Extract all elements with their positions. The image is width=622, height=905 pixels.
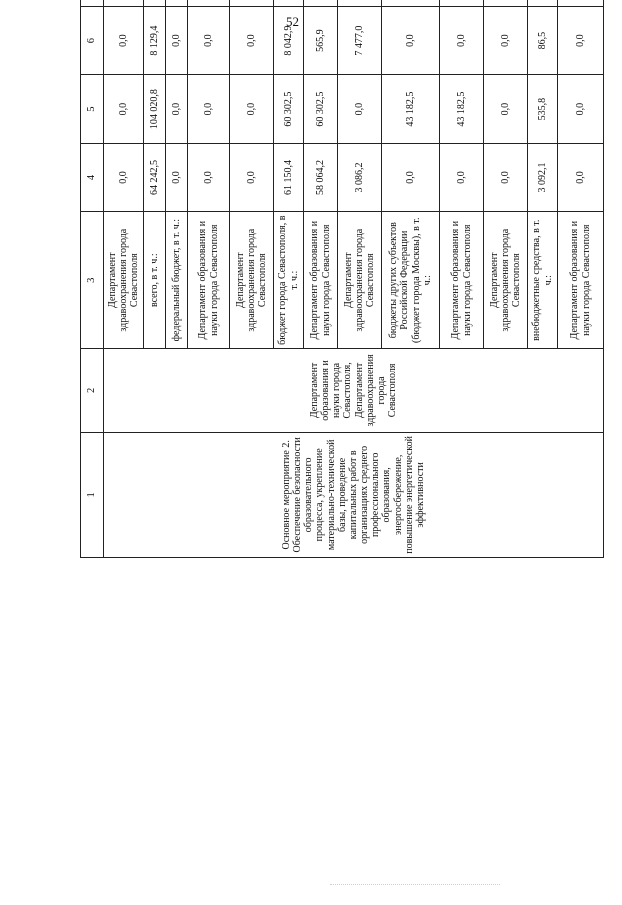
value-cell: 0,0 [338, 75, 382, 143]
funding-source-cell: Департамент здравоохранения города Севастополя [338, 212, 382, 349]
value-cell: 0,0 [230, 143, 274, 211]
value-cell: 0,0 [558, 143, 604, 211]
value-cell: 0,0 [166, 6, 188, 74]
funding-source-cell: федеральный бюджет, в т. ч.: [166, 212, 188, 349]
value-cell: 43 182,5 [382, 75, 440, 143]
value-cell: 61 150,4 [274, 143, 304, 211]
value-cell: 0,0 [440, 6, 484, 74]
value-cell [382, 0, 440, 6]
value-cell [230, 0, 274, 6]
funding-source-cell: Департамент образования и науки города Севастополя [188, 212, 230, 349]
header-cell-3: 3 [81, 212, 104, 349]
value-cell: 86,5 [528, 6, 558, 74]
value-cell: 0,0 [484, 75, 528, 143]
value-cell: 0,0 [440, 143, 484, 211]
value-cell [144, 0, 166, 6]
page-number: 52 [286, 14, 299, 29]
header-cell-5: 5 [81, 75, 104, 143]
value-cell [188, 0, 230, 6]
value-cell [166, 0, 188, 6]
value-cell: 64 242,5 [144, 143, 166, 211]
value-cell: 3 092,1 [528, 143, 558, 211]
value-cell: 0,0 [188, 143, 230, 211]
value-cell: 0,0 [230, 6, 274, 74]
value-cell: 0,0 [188, 6, 230, 74]
value-cell: 104 020,8 [144, 75, 166, 143]
funding-source-cell: Департамент образования и науки города Севастополя [304, 212, 338, 349]
value-cell: 0,0 [104, 6, 144, 74]
header-cell-6: 6 [81, 6, 104, 74]
value-cell: 7 477,0 [338, 6, 382, 74]
value-cell: 60 302,5 [274, 75, 304, 143]
header-cell-2: 2 [81, 349, 104, 433]
value-cell [304, 0, 338, 6]
funding-source-cell: бюджет города Севастополя, в т. ч.: [274, 212, 304, 349]
value-cell [528, 0, 558, 6]
funding-source-cell: Департамент здравоохранения города Севастополя [484, 212, 528, 349]
rotated-table-frame [80, 25, 596, 868]
value-cell: 0,0 [104, 75, 144, 143]
value-cell [338, 0, 382, 6]
activity-cell: Основное мероприятие 2. Обеспечение безопасности образовательного процесса, укрепление материально-технической базы, проведение капитальных работ в организациях среднего профессионального образования, энергосбережение, повышение энергетической эффективности [104, 432, 604, 557]
scan-artifact [330, 884, 500, 886]
value-cell: 8 042,9 [274, 6, 304, 74]
value-cell [274, 0, 304, 6]
value-cell: 0,0 [558, 6, 604, 74]
header-row [81, 0, 104, 558]
value-cell [104, 0, 144, 6]
funding-table [80, 0, 604, 558]
value-cell: 0,0 [484, 143, 528, 211]
value-cell: 0,0 [382, 6, 440, 74]
value-cell: 0,0 [558, 75, 604, 143]
value-cell: 565,9 [304, 6, 338, 74]
value-cell: 0,0 [382, 143, 440, 211]
value-cell: 0,0 [104, 143, 144, 211]
value-cell [440, 0, 484, 6]
value-cell: 43 182,5 [440, 75, 484, 143]
funding-source-cell: Департамент здравоохранения города Севастополя [230, 212, 274, 349]
value-cell: 60 302,5 [304, 75, 338, 143]
funding-source-cell: Департамент здравоохранения города Севастополя [104, 212, 144, 349]
funding-source-cell: внебюджетные средства, в т. ч.: [528, 212, 558, 349]
funding-source-cell: бюджеты других субъектов Российской Федерации (бюджет города Москвы), в т. ч.: [382, 212, 440, 349]
value-cell: 3 086,2 [338, 143, 382, 211]
executor-cell: Департамент образования и науки города Севастополя, Департамент здравоохранения города Севастополя [104, 349, 604, 433]
header-cell-7 [81, 0, 104, 6]
funding-source-cell: Департамент образования и науки города Севастополя [440, 212, 484, 349]
value-cell: 8 129,4 [144, 6, 166, 74]
table-row [104, 0, 144, 558]
value-cell: 0,0 [166, 143, 188, 211]
value-cell: 0,0 [166, 75, 188, 143]
value-cell: 0,0 [484, 6, 528, 74]
value-cell: 535,8 [528, 75, 558, 143]
value-cell [558, 0, 604, 6]
header-cell-4: 4 [81, 143, 104, 211]
funding-source-cell: Департамент образования и науки города Севастополя [558, 212, 604, 349]
value-cell: 0,0 [230, 75, 274, 143]
funding-source-cell: всего, в т. ч.: [144, 212, 166, 349]
value-cell: 58 064,2 [304, 143, 338, 211]
value-cell [484, 0, 528, 6]
header-cell-1: 1 [81, 432, 104, 557]
value-cell: 0,0 [188, 75, 230, 143]
